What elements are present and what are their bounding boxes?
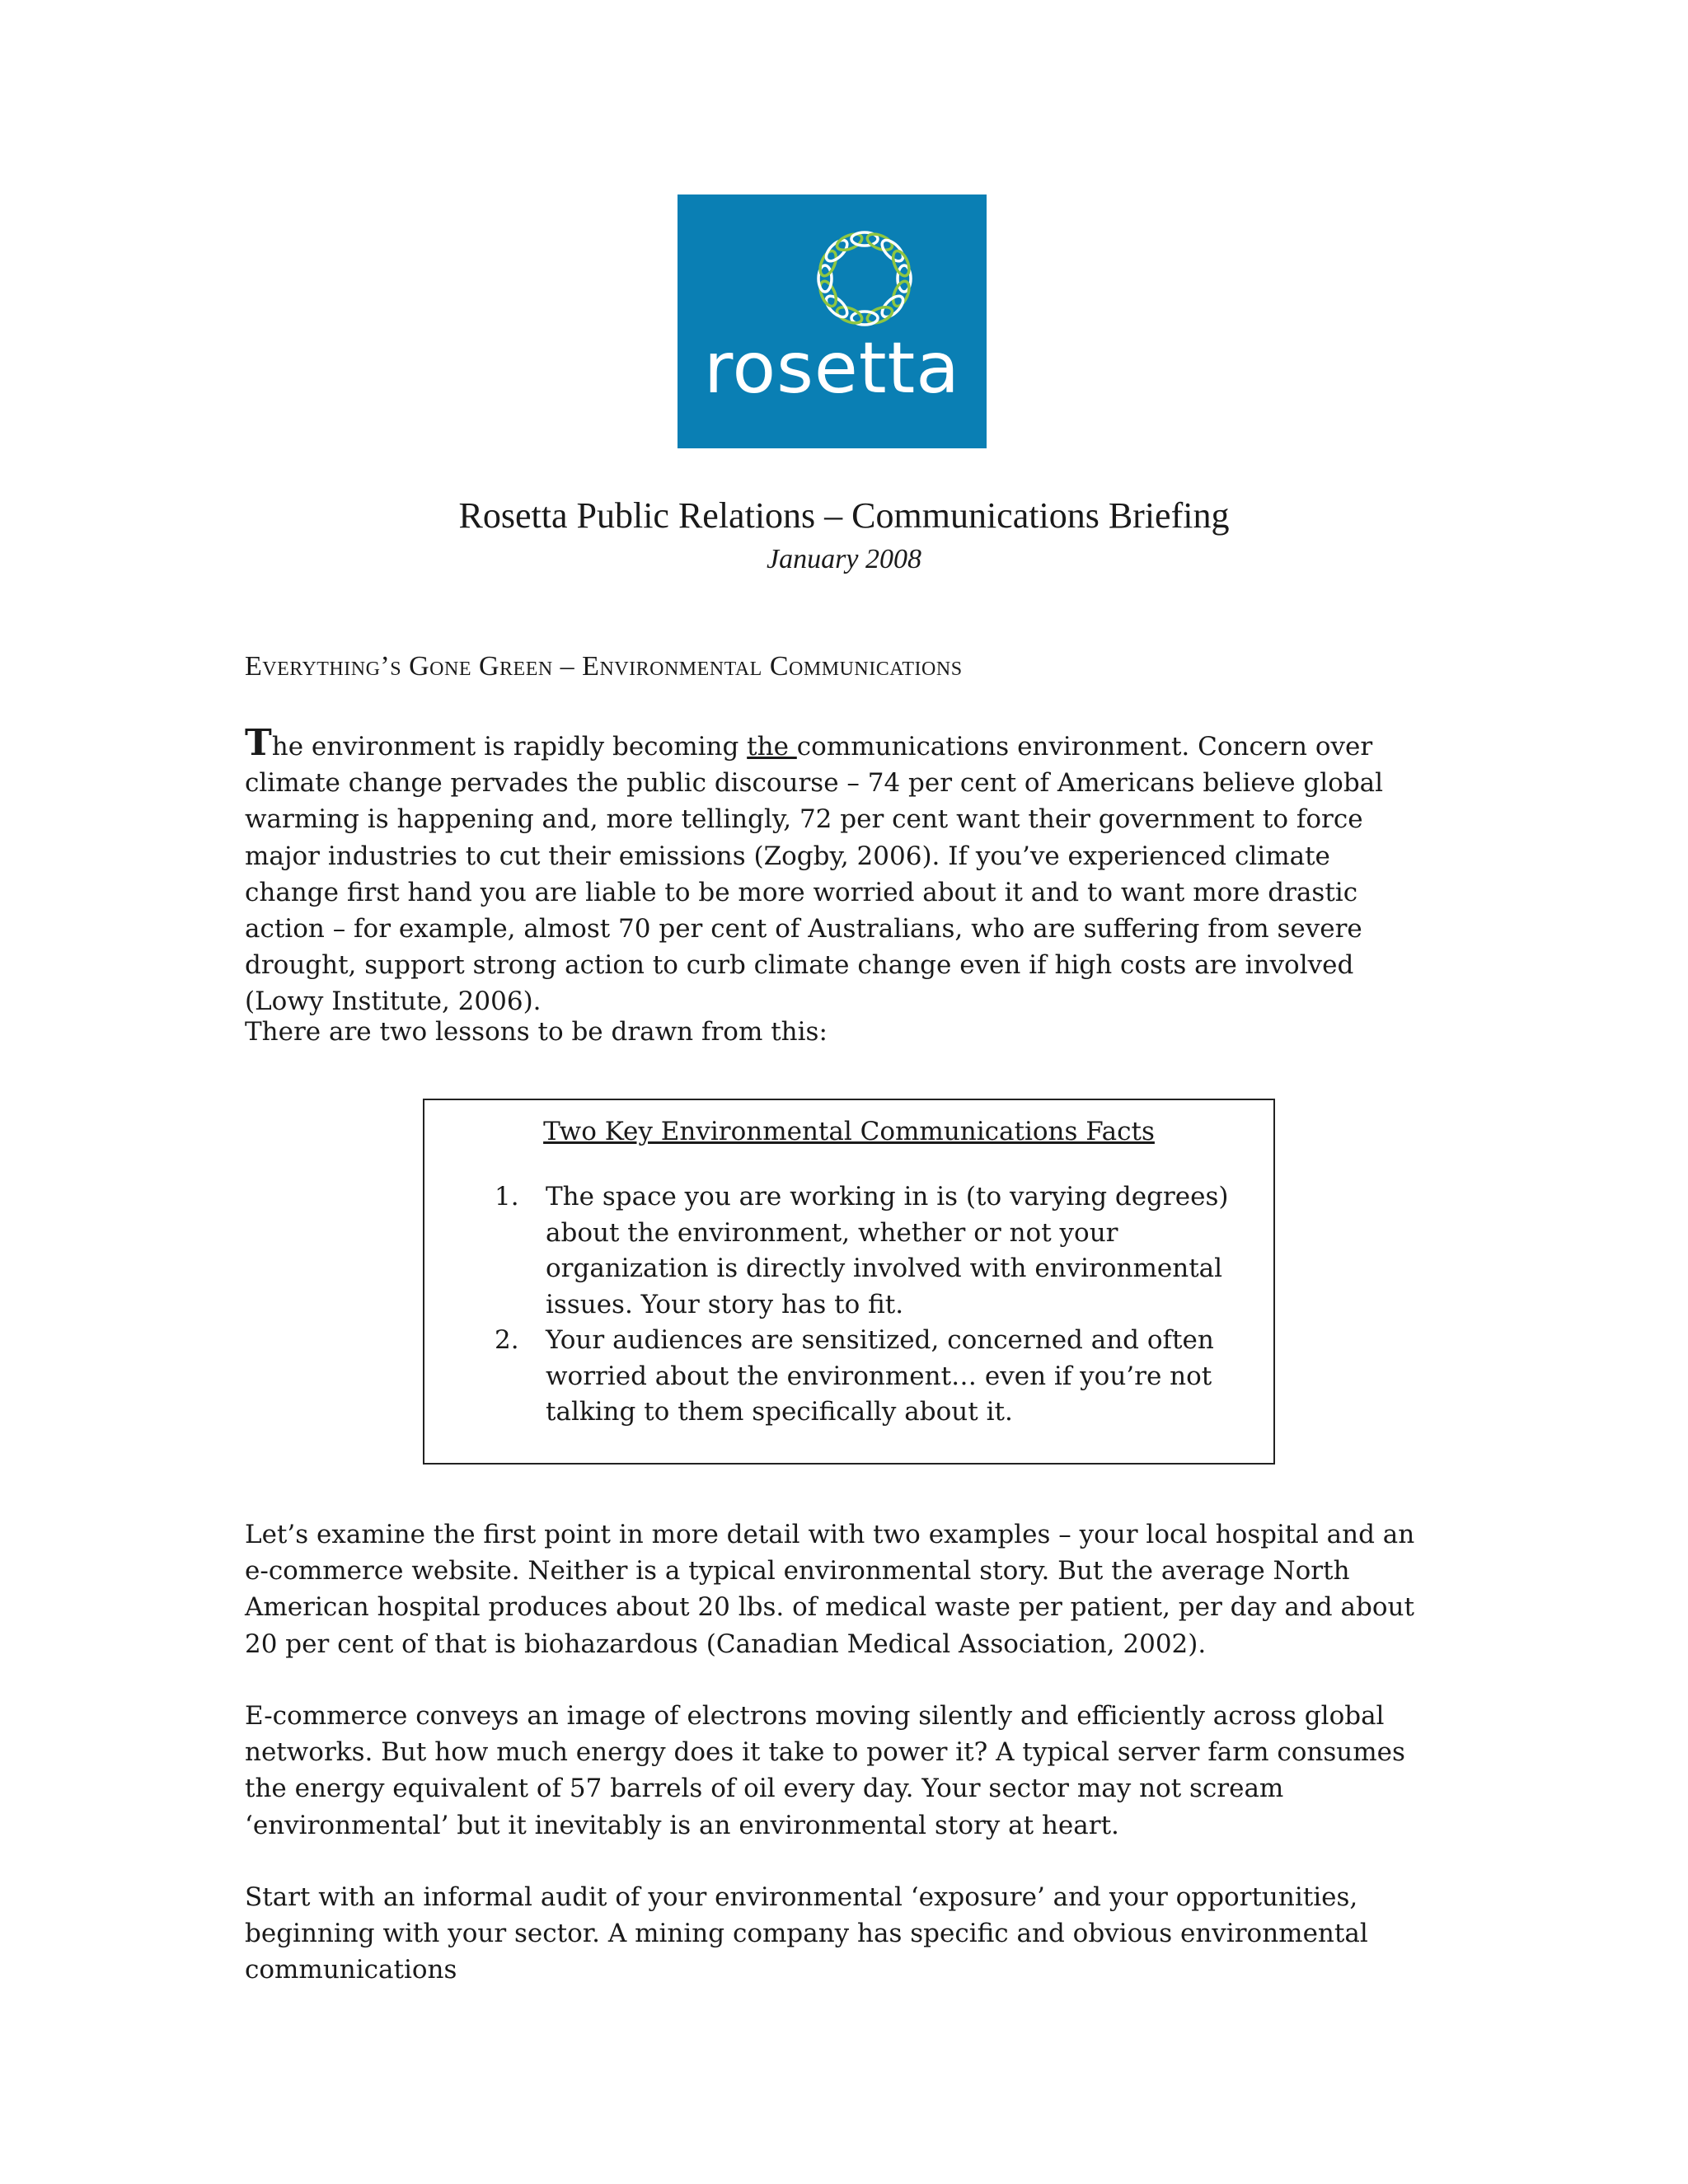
ecommerce-paragraph: E-commerce conveys an image of electrons moving silently and efficiently across global networks. But how much energy does it take to power it? A typical server farm consumes the energy equivalent of 57 barrels of oil every day. Your sector may not scream ‘environmental’ but it inevitably is an environmental story at heart. (245, 1701, 1405, 1840)
hospital-paragraph: Let’s examine the first point in more detail with two examples – your local hospital and an e-commerce website. Neither is a typical environmental story. But the average North American hospital produces about 20 lbs. of medical waste per patient, per day and about 20 per cent of that is biohazardous (Canadian Medical Association, 2002). (245, 1520, 1415, 1659)
drop-cap: T (245, 722, 272, 764)
document-date: January 2008 (767, 544, 921, 574)
list-number: 1. (495, 1182, 519, 1212)
facts-box-title: Two Key Environmental Communications Facts (543, 1117, 1155, 1146)
list-item (495, 1179, 1245, 1323)
list-item (495, 1323, 1245, 1431)
rosetta-logo (678, 194, 987, 448)
logo-petal (890, 249, 912, 279)
emphasized-word: the (747, 732, 797, 762)
lessons-intro: There are two lessons to be drawn from this: (245, 1017, 828, 1047)
facts-list (495, 1179, 1245, 1431)
intro-paragraph: The environment is rapidly becoming the communications environment. Concern over climate change pervades the public discourse – 74 per cent of Americans believe global warming is happening and, more tellingly, 72 per cent want their government to force major industries to cut their emissions (Zogby, 2006). If you’ve experienced climate change first hand you are liable to be more worried about it and to want more drastic action – for example, almost 70 per cent of Australians, who are suffering from severe drought, support strong action to curb climate change even if high costs are involved (Lowy Institute, 2006). (245, 722, 1384, 1017)
list-text: Your audiences are sensitized, concerned and often worried about the environment… even if you’re not talking to them specifically about it. (546, 1325, 1214, 1427)
list-text: The space you are working in is (to varying degrees) about the environment, whether or not your organization is directly involved with environmental issues. Your story has to fit. (546, 1182, 1229, 1319)
key-facts-box (423, 1099, 1275, 1465)
list-number: 2. (495, 1325, 519, 1355)
page-title: Rosetta Public Relations – Communications Briefing (458, 495, 1230, 536)
audit-paragraph: Start with an informal audit of your environmental ‘exposure’ and your opportunities, beginning with your sector. A mining company has specific and obvious environmental communications (245, 1882, 1368, 1985)
logo-wordmark: rosetta (704, 327, 960, 410)
flower-ring-icon (678, 194, 987, 448)
section-heading: Everything’s Gone Green – Environmental Communications (245, 651, 963, 682)
